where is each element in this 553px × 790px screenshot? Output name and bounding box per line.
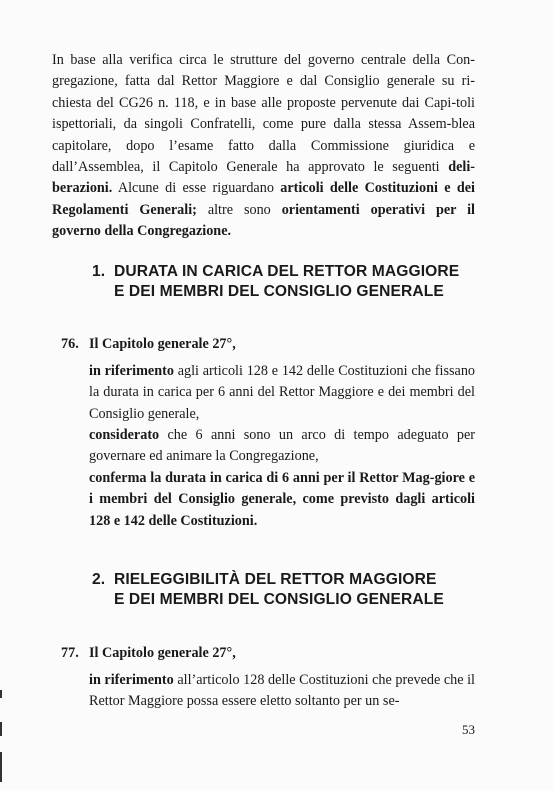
intro-bold-deliberazioni: deli-berazioni. — [52, 159, 475, 197]
section-1-title-line-1: DURATA IN CARICA DEL RETTOR MAGGIORE — [114, 263, 460, 280]
article-77-p1-text: all’articolo 128 delle Costituzioni che prevede che il Rettor Maggiore possa essere eletto soltanto per un se- — [89, 672, 475, 710]
article-77-p1-bold: in riferimento — [89, 672, 174, 688]
article-76-p3-bold: conferma la durata in carica di 6 anni per il Rettor Mag-giore e i membri del Consiglio generale, come previsto dagli articoli 128 e 142 delle Costituzioni. — [89, 470, 475, 529]
article-76-title: Il Capitolo generale 27°, — [89, 336, 236, 352]
article-76-number: 76. — [61, 336, 79, 352]
section-heading-2 — [92, 570, 512, 610]
section-2-title-line-2: E DEI MEMBRI DEL CONSIGLIO GENERALE — [114, 591, 444, 608]
section-1-title-line-2: E DEI MEMBRI DEL CONSIGLIO GENERALE — [114, 283, 444, 300]
intro-bold-articoli: articoli delle Costituzioni e dei Regolamenti Generali; — [52, 180, 475, 218]
scan-edge-mark — [0, 752, 2, 782]
article-77-number: 77. — [61, 645, 79, 661]
article-77-title: Il Capitolo generale 27°, — [89, 645, 236, 661]
article-76-p1-bold: in riferimento — [89, 363, 174, 379]
section-2-title-line-1: RIELEGGIBILITÀ DEL RETTOR MAGGIORE — [114, 571, 437, 588]
article-76-p1-text: agli articoli 128 e 142 delle Costituzioni che fissano la durata in carica per 6 anni del Rettor Maggiore e dei membri del Consiglio generale, — [89, 363, 476, 422]
article-76-paragraph-3 — [89, 468, 475, 532]
article-76-p2-text: che 6 anni sono un arco di tempo adeguato per governare ed animare la Congregazione, — [89, 427, 475, 465]
scan-edge-mark — [0, 722, 2, 736]
article-76-p2-bold: considerato — [89, 427, 160, 443]
article-77-heading — [61, 645, 236, 662]
page-number: 53 — [462, 722, 475, 737]
scan-edge-mark — [0, 690, 2, 698]
section-1-number: 1. — [92, 263, 106, 280]
section-2-number: 2. — [92, 571, 106, 588]
article-76-paragraph-2 — [89, 425, 475, 468]
article-77-paragraph-1 — [89, 670, 475, 713]
intro-text-1: In base alla verifica circa le strutture del governo centrale della Con-gregazione, fatta dal Rettor Maggiore e dal Consiglio generale su ri-chiesta del CG26 n. 118, e in base alle proposte pervenute dai Capi-toli ispettoriali, da singoli Confratelli, come pure dalla stessa Assem-blea capitolare, dopo l’esame fatto dalla Commissione giuridica e dall’Assemblea, il Capitolo Generale ha approvato le seguenti — [52, 52, 475, 176]
intro-paragraph — [52, 50, 475, 243]
intro-text-2: Alcune di esse riguardano — [112, 180, 281, 197]
intro-text-3: altre sono — [196, 201, 282, 218]
intro-bold-orientamenti: orientamenti operativi per il governo della Congregazione. — [52, 201, 475, 240]
section-heading-1 — [92, 262, 512, 302]
article-76-paragraph-1 — [89, 361, 475, 425]
article-76-heading — [61, 336, 236, 353]
